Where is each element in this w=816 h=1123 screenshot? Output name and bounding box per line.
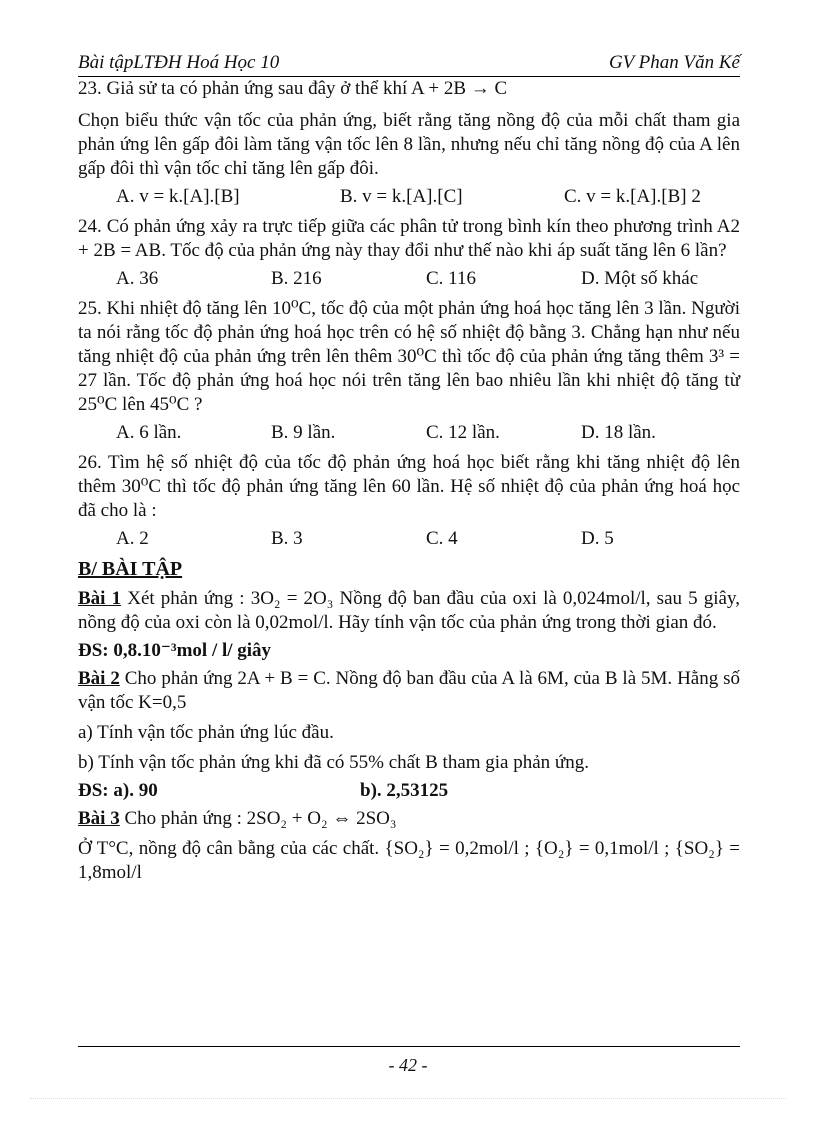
exercise-2: [78, 667, 740, 715]
exercise-3-text: Cho phản ứng : 2SO₂ + O₂ ⇔ 2SO₃: [119, 808, 397, 829]
option: B. 3: [271, 528, 303, 549]
question-23-text: Chọn biểu thức vận tốc của phản ứng, biết rằng tăng nồng độ của mỗi chất tham gia phản ứng lên gấp đôi làm tăng vận tốc lên 8 lần, nhưng nếu chỉ tăng nồng độ của A lên gấp đôi thì vận tốc chỉ tăng lên gấp đôi.: [78, 110, 740, 179]
question-26-options: [116, 527, 740, 551]
exercise-3-label: Bài 3: [78, 808, 120, 829]
option: C. 116: [426, 268, 476, 289]
exercise-2-text: Cho phản ứng 2A + B = C. Nồng độ ban đầu của A là 6M, của B là 5M. Hằng số vận tốc K=0,5: [78, 668, 741, 713]
exercise-1-answer: ĐS: 0,8.10⁻³mol / l/ giây: [78, 640, 272, 661]
option: B. v = k.[A].[C]: [340, 186, 463, 207]
option: D. 18 lần.: [581, 422, 656, 443]
exercise-2-part-a: a) Tính vận tốc phản ứng lúc đầu.: [78, 722, 334, 743]
option: C. 12 lần.: [426, 422, 500, 443]
exercise-2-part-b: b) Tính vận tốc phản ứng khi đã có 55% chất B tham gia phản ứng.: [78, 752, 589, 773]
question-24-text: 24. Có phản ứng xảy ra trực tiếp giữa các phân tử trong bình kín theo phương trình A2 + 2B = AB. Tốc độ của phản ứng này thay đổi như thế nào khi áp suất tăng lên 6 lần?: [78, 216, 740, 261]
option: A. v = k.[A].[B]: [116, 186, 240, 207]
option: D. Một số khác: [581, 268, 699, 289]
question-25-text: 25. Khi nhiệt độ tăng lên 10⁰C, tốc độ của một phản ứng hoá học tăng lên 3 lần. Người ta nói rằng tốc độ phản ứng hoá học trên có hệ số nhiệt độ bằng 3. Chẳng hạn như nếu tăng nhiệt độ của phản ứng trên lên thêm 30⁰C thì tốc độ của phản ứng tăng thêm 3³ = 27 lần. Tốc độ phản ứng hoá học nói trên tăng lên bao nhiêu lần khi nhiệt độ tăng từ 25⁰C lên 45⁰C ?: [78, 298, 740, 415]
page-header: [78, 50, 740, 77]
option: D. 5: [581, 528, 614, 549]
option: C. 4: [426, 528, 458, 549]
question-26-text: 26. Tìm hệ số nhiệt độ của tốc độ phản ứng hoá học biết rằng khi tăng nhiệt độ lên thêm 30⁰C thì tốc độ phản ứng tăng lên 60 lần. Hệ số nhiệt độ của phản ứng hoá học đã cho là :: [78, 452, 740, 521]
page-number: - 42 -: [388, 1055, 428, 1075]
option: C. v = k.[A].[B] 2: [564, 186, 701, 207]
header-author: GV Phan Văn Kế: [608, 52, 740, 73]
question-23-stem: 23. Giả sử ta có phản ứng sau đây ở thể khí A + 2B → C: [78, 78, 508, 99]
option: B. 9 lần.: [271, 422, 336, 443]
footer-divider: [78, 1046, 740, 1047]
exercise-3: [78, 807, 740, 831]
exercise-2-answer-a: ĐS: a). 90: [78, 780, 158, 801]
option: A. 6 lần.: [116, 422, 182, 443]
option: B. 216: [271, 268, 322, 289]
option: A. 36: [116, 268, 159, 289]
exercise-2-label: Bài 2: [78, 668, 120, 689]
exercise-3-text2: Ở T°C, nồng độ cân bằng của các chất. {SO₂} = 0,2mol/l ; {O₂} = 0,1mol/l ; {SO₂} = 1,8mol/l: [78, 838, 740, 883]
exercise-2-answer: [78, 779, 740, 803]
exercise-2-answer-b: b). 2,53125: [360, 780, 449, 801]
page-content: [78, 77, 740, 885]
exercise-1-text: Xét phản ứng : 3O₂ = 2O₃ Nồng độ ban đầu của oxi là 0,024mol/l, sau 5 giây, nồng độ của oxi còn là 0,02mol/l. Hãy tính vận tốc của phản ứng trong thời gian đó.: [78, 588, 740, 633]
exercise-1: [78, 587, 740, 635]
header-title: Bài tậpLTĐH Hoá Học 10: [78, 52, 280, 73]
question-24-options: [116, 267, 740, 291]
exercise-1-label: Bài 1: [78, 588, 122, 609]
question-25-options: [116, 421, 740, 445]
section-title: B/ BÀI TẬP: [78, 558, 183, 580]
question-23-options: [116, 185, 740, 209]
option: A. 2: [116, 528, 149, 549]
bottom-dotted-line: [30, 1098, 786, 1099]
